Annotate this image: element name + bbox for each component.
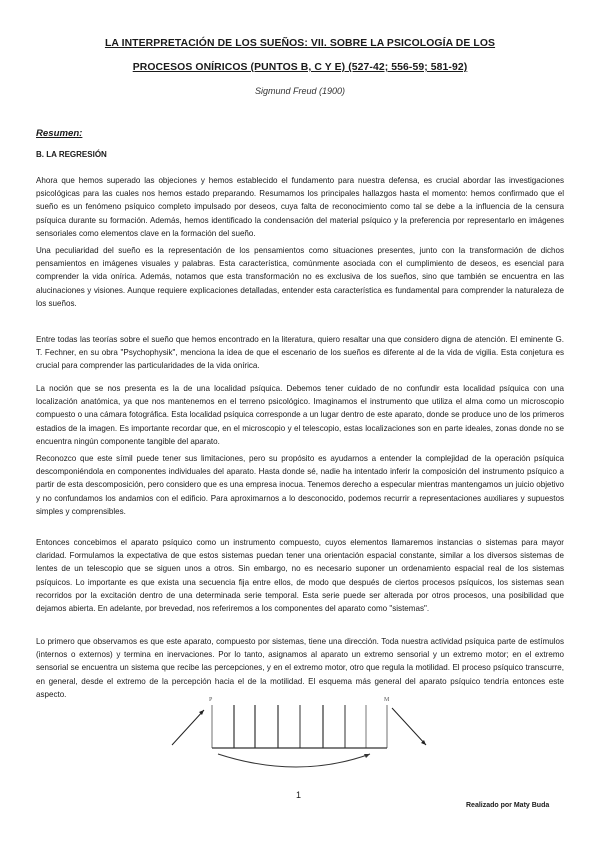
- document-title-line-2: PROCESOS ONÍRICOS (PUNTOS B, C Y E) (527-42; 556-59; 581-92): [132, 62, 468, 73]
- paragraph: Lo primero que observamos es que este aparato, compuesto por sistemas, tiene una dirección. Toda nuestra actividad psíquica parte de estímulos (internos o externos) y termina en inervaciones. Por lo tanto, asignamos al aparato un extremo sensorial y un extremo motor; en el extremo sensorial se encuentra un sistema que recibe las percepciones, y en el extremo motor, otro que regula la motilidad. El proceso psíquico transcurre, en general, desde el extremo de la percepción hacia el de la motilidad. El esquema más general del aparato psíquico tendría entonces este aspecto.: [36, 637, 564, 699]
- psychic-apparatus-diagram: [170, 690, 430, 775]
- paragraph: La noción que se nos presenta es la de una localidad psíquica. Debemos tener cuidado de no confundir esta localidad psíquica con una localización anatómica, ya que nos mantenemos en el terreno psicológico. Imaginamos el instrumento que utiliza el alma como un microscopio compuesto o una cámara fotográfica. Esta localidad psíquica corresponde a un lugar dentro de este aparato, donde se produce uno de los primeros estadios de la imagen. Es importante recordar que, en el microscopio y el telescopio, estas localizaciones son en parte ideales, zonas donde no se encuentra ningún componente tangible del aparato.: [36, 384, 564, 446]
- diagram-label-m: M: [384, 697, 390, 703]
- paragraph: Reconozco que este símil puede tener sus limitaciones, pero su propósito es ayudarnos a entender la complejidad de la operación psíquica descomponiéndola en componentes individuales del aparato. Hasta donde sé, nadie ha intentado inferir la composición del instrumento psíquico a partir de esta descomposición, pero considero que es una empresa inocua. Tenemos derecho a especular mientras mantengamos un juicio objetivo y no confundamos los andamios con el edificio. Para aproximarnos a lo desconocido, podemos recurrir a representaciones auxiliares y supuestos simples y comprensibles.: [36, 454, 564, 516]
- paragraph: Entre todas las teorías sobre el sueño que hemos encontrado en la literatura, quiero resaltar una que considero digna de atención. El eminente G. T. Fechner, en su obra "Psychophysik", menciona la idea de que el escenario de los sueños es diferente al de la vida de vigilia. Esta conjetura es crucial para comprender las particularidades de la vida onírica.: [36, 335, 564, 371]
- paragraph: Ahora que hemos superado las objeciones y hemos establecido el fundamento para nuestra defensa, es crucial abordar las investigaciones psicológicas para las cuales nos hemos estado preparando. Resumamos los principales hallazgos hasta el momento: hemos confirmado que el sueño es un fenómeno psíquico completo impulsado por deseos, cuya falta de reconocimiento como tal se debe a la influencia de la censura psíquica durante su formación. Además, hemos identificado la condensación del material psíquico y la preferencia por representarlo en imágenes sensoriales como elementos clave en la formación del sueño.: [36, 176, 564, 238]
- paragraph: Una peculiaridad del sueño es la representación de los pensamientos como situaciones presentes, junto con la transformación de dichos pensamientos en imágenes visuales y palabras. Esta característica, comúnmente asociada con el cumplimiento de deseos, es esencial para comprender la vida onírica. Además, notamos que esta transformación no es exclusiva de los sueños, sino que también se encuentra en las alucinaciones y visiones. Aunque requiere explicaciones detalladas, entender esta característica es fundamental para comprender la naturaleza de los sueños.: [36, 246, 564, 308]
- summary-heading: Resumen:: [36, 128, 83, 139]
- page-number: 1: [296, 790, 302, 800]
- paragraph: Entonces concebimos el aparato psíquico como un instrumento compuesto, cuyos elementos llamaremos instancias o sistemas para mayor claridad. Formulamos la expectativa de que estos sistemas puedan tener una orientación espacial constante, similar a los diversos sistemas de lentes de un telescopio que se siguen unos a otros. Sin embargo, no es necesario suponer un ordenamiento espacial real de los sistemas psíquicos. Lo importante es que exista una secuencia fija entre ellos, de modo que después de ciertos procesos psíquicos, los sistemas sean recorridos por la excitación dentro de una determinada serie temporal. Esta serie puede ser alterada por otros procesos, una posibilidad que dejamos abierta. En adelante, por brevedad, nos referiremos a los componentes del aparato como "sistemas".: [36, 538, 564, 614]
- diagram-label-p: P: [209, 697, 213, 703]
- document-title-line-1: LA INTERPRETACIÓN DE LOS SUEÑOS: VII. SOBRE LA PSICOLOGÍA DE LOS: [104, 38, 496, 49]
- section-heading: B. LA REGRESIÓN: [36, 150, 107, 159]
- document-author: Sigmund Freud (1900): [254, 86, 346, 96]
- footer-credit: Realizado por Maty Buda: [466, 802, 550, 809]
- diagram-figure: [170, 690, 430, 775]
